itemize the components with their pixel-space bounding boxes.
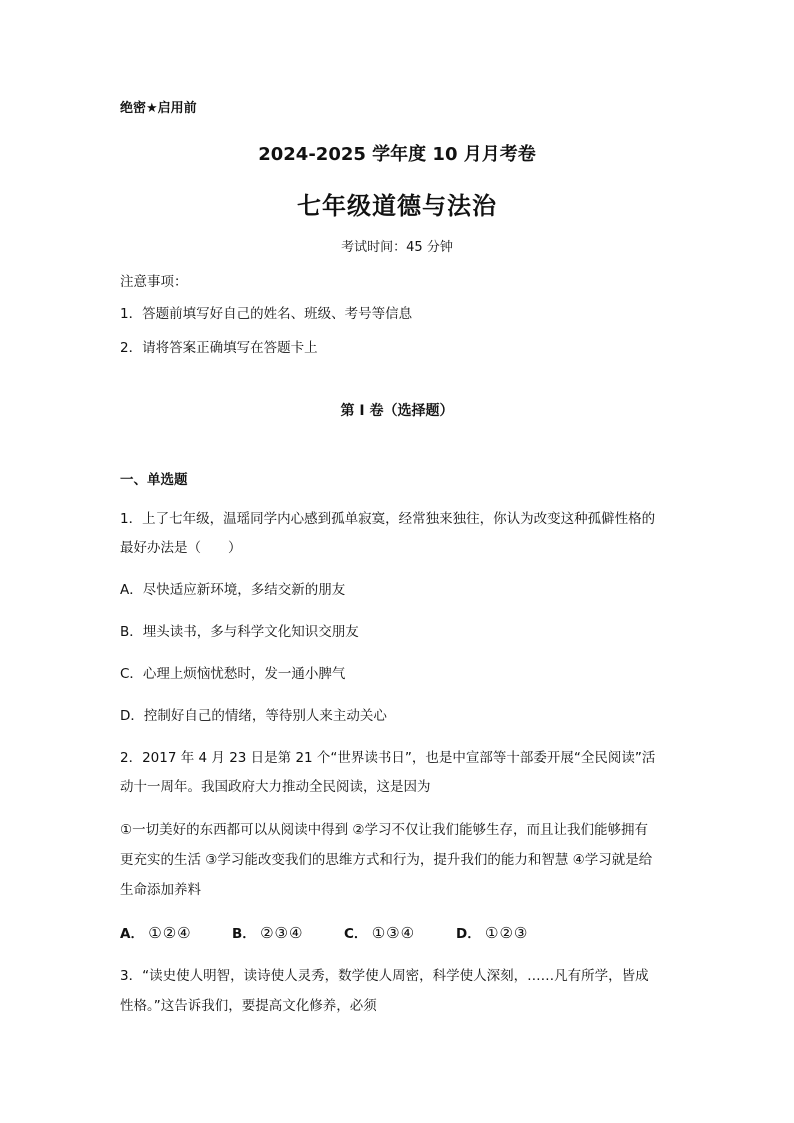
q2-options xyxy=(120,922,568,942)
section-title: 第 I 卷（选择题） xyxy=(340,403,454,419)
q1-stem-line-1: 1．上了七年级，温瑶同学内心感到孤单寂寞，经常独来独往，你认为改变这种孤僻性格的 xyxy=(120,511,656,527)
q3-stem-line-1: 3．“读史使人明智，读诗使人灵秀，数学使人周密，科学使人深刻，……凡有所学，皆成 xyxy=(120,968,649,984)
q2-option-a-value: ①②④ xyxy=(148,924,192,942)
q2-option-b xyxy=(232,922,344,942)
q1-option-b: B．埋头读书，多与科学文化知识交朋友 xyxy=(120,624,359,640)
q2-option-a-letter: A． xyxy=(120,926,144,942)
q3-stem-line-2: 性格。”这告诉我们，要提高文化修养，必须 xyxy=(120,998,377,1014)
q2-option-c-letter: C． xyxy=(344,926,368,942)
q2-statement-line-3: 生命添加养料 xyxy=(120,882,201,898)
q2-option-b-letter: B． xyxy=(232,926,256,942)
part-heading: 一、单选题 xyxy=(120,472,188,488)
q2-stem-line-2: 动十一周年。我国政府大力推动全民阅读，这是因为 xyxy=(120,779,431,795)
q2-statement-line-2: 更充实的生活 ③学习能改变我们的思维方式和行为，提升我们的能力和智慧 ④学习就是给 xyxy=(120,852,653,868)
q1-option-d: D．控制好自己的情绪，等待别人来主动关心 xyxy=(120,708,387,724)
subject-title: 七年级道德与法治 xyxy=(297,192,497,220)
q1-stem-line-2: 最好办法是（ ） xyxy=(120,540,242,556)
q2-statement-line-1: ①一切美好的东西都可以从阅读中得到 ②学习不仅让我们能够生存，而且让我们能够拥有 xyxy=(120,822,648,838)
q2-option-c xyxy=(344,922,456,942)
q2-option-d xyxy=(456,922,568,942)
note-item-2: 2．请将答案正确填写在答题卡上 xyxy=(120,340,318,356)
q2-option-d-value: ①②③ xyxy=(485,924,529,942)
q2-stem-line-1: 2．2017 年 4 月 23 日是第 21 个“世界读书日”，也是中宣部等十部委开展“全民阅读”活 xyxy=(120,750,656,766)
q1-option-c: C．心理上烦恼忧愁时，发一通小脾气 xyxy=(120,666,346,682)
q2-option-c-value: ①③④ xyxy=(371,924,416,942)
q2-option-d-letter: D． xyxy=(456,926,481,942)
notes-heading: 注意事项： xyxy=(120,274,188,290)
q2-option-a xyxy=(120,922,232,942)
exam-time: 考试时间：45 分钟 xyxy=(341,240,453,255)
q1-option-a: A．尽快适应新环境，多结交新的朋友 xyxy=(120,582,346,598)
exam-title: 2024-2025 学年度 10 月月考卷 xyxy=(258,144,536,165)
note-item-1: 1．答题前填写好自己的姓名、班级、考号等信息 xyxy=(120,306,413,322)
secret-mark: 绝密★启用前 xyxy=(120,101,197,116)
q2-option-b-value: ②③④ xyxy=(260,924,304,942)
